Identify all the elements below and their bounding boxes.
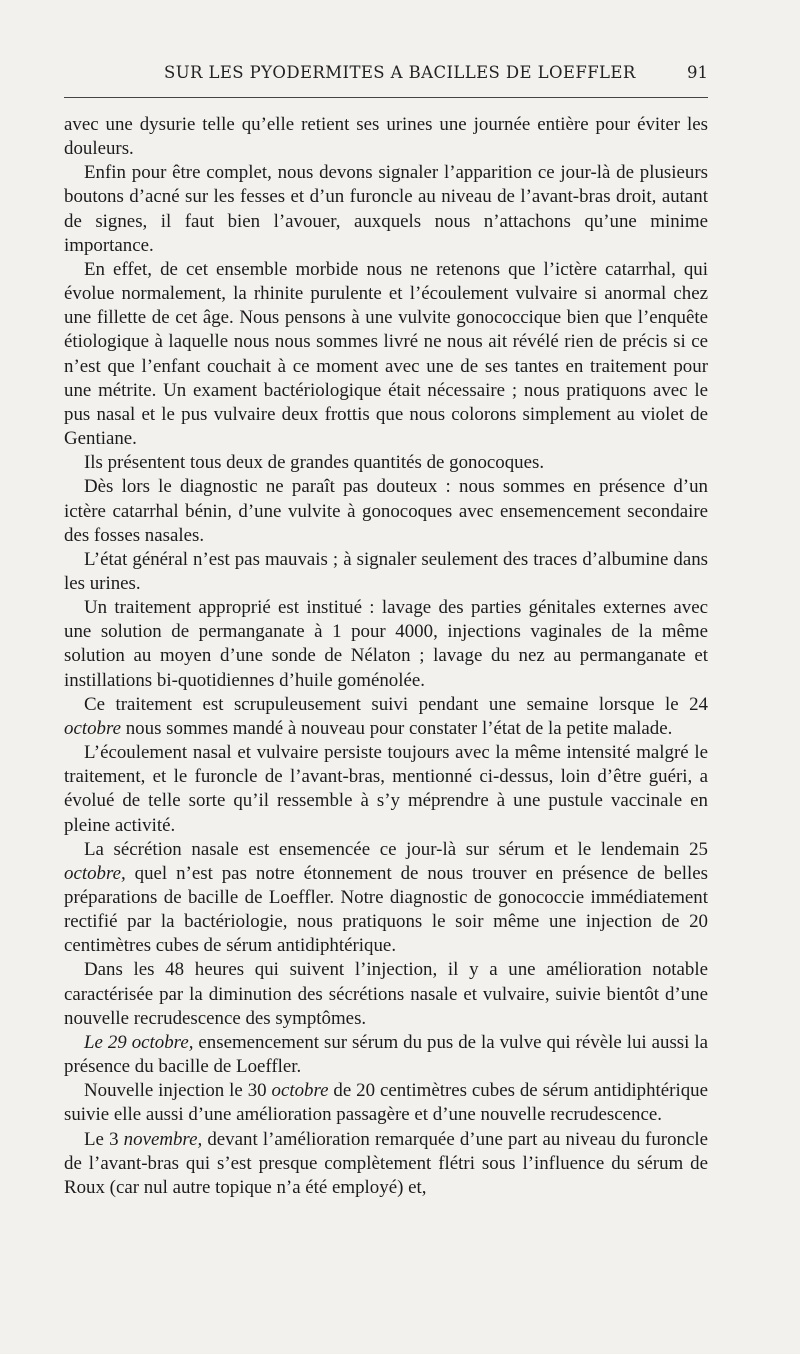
paragraph-text: avec une dysurie telle qu’elle retient ses urines une journée entière pour éviter les douleurs. — [64, 114, 708, 160]
italic-text: novembre, — [123, 1128, 203, 1150]
paragraph — [64, 1128, 708, 1200]
paragraph — [64, 1031, 708, 1079]
paragraph — [64, 475, 708, 547]
paragraph-text: Un traitement approprié est institué : lavage des parties génitales externes avec une solution de permanganate à 1 pour 4000, injections vaginales de la même solution au moyen d’une sonde de Nélaton ; lavage du nez au permanganate et instillations bi-quotidiennes d’huile goménolée. — [64, 597, 708, 691]
paragraph-text: Le 3 — [84, 1128, 124, 1150]
paragraph-text: ensemencement sur sérum du pus de la vulve qui révèle lui aussi la présence du bacille de Loeffler. — [64, 1031, 709, 1078]
paragraph-text: devant l’amélioration remarquée d’une part au niveau du furoncle de l’avant-bras qui s’est presque complètement flétri sous l’influence du sérum de Roux (car nul autre topique n’a été employé) et, — [64, 1128, 708, 1198]
paragraph-text: quel n’est pas notre étonnement de nous trouver en présence de belles préparations de bacille de Loeffler. Notre diagnostic de gonococcie immédiatement rectifié par la bactériologie, nous pratiquons le soir même une injection de 20 centimètres cubes de sérum antidiphtérique. — [64, 862, 708, 957]
paragraph-text: de 20 centimètres cubes de sérum antidiphtérique suivie elle aussi d’une amélioration passagère et d’une nouvelle recrudescence. — [64, 1080, 708, 1126]
paragraph — [64, 258, 708, 451]
paragraph — [64, 451, 708, 475]
paragraph — [64, 113, 708, 161]
paragraph-text: L’écoulement nasal et vulvaire persiste toujours avec la même intensité malgré le traitement, et le furoncle de l’avant-bras, mentionné ci-dessus, loin d’être guéri, a évolué de telle sorte qu’il ressemble à s’y méprendre à une pustule vaccinale en pleine activité. — [64, 742, 708, 836]
italic-text: octobre — [64, 717, 122, 739]
paragraph-text: L’état général n’est pas mauvais ; à signaler seulement des traces d’albumine dans les urines. — [64, 548, 708, 594]
paragraph-text: Dès lors le diagnostic ne paraît pas douteux : nous sommes en présence d’un ictère catarrhal bénin, d’une vulvite à gonocoques avec ensemencement secondaire des fosses nasales. — [64, 476, 708, 546]
paragraph-text: Ils présentent tous deux de grandes quantités de gonocoques. — [84, 452, 545, 474]
page-number: 91 — [687, 63, 708, 82]
paragraph-text: Nouvelle injection le 30 — [84, 1080, 272, 1102]
paragraph — [64, 741, 708, 838]
paragraph — [64, 161, 708, 258]
running-title: SUR LES PYODERMITES A BACILLES DE LOEFFLER — [164, 63, 636, 82]
italic-text: Le 29 octobre, — [84, 1031, 194, 1053]
paragraph — [64, 958, 708, 1030]
paragraph — [64, 1079, 708, 1127]
paragraph-text: En effet, de cet ensemble morbide nous ne retenons que l’ictère catarrhal, qui évolue normalement, la rhinite purulente et l’écoulement vulvaire si anormal chez une fillette de cet âge. Nous pensons à une vulvite gonococcique bien que l’enquête étiologique à laquelle nous nous sommes livré ne nous ait révélé rien de précis si ce n’est que l’enfant couchait à ce moment avec une de ses tantes en traitement pour une métrite. Un exament bactériologique était nécessaire ; nous pratiquons avec le pus nasal et le pus vulvaire deux frottis que nous colorons simplement au violet de Gentiane. — [64, 258, 708, 450]
running-header — [64, 59, 708, 89]
paragraph-text: Enfin pour être complet, nous devons signaler l’apparition ce jour-là de plusieurs boutons d’acné sur les fesses et d’un furoncle au niveau de l’avant-bras droit, autant de signes, il faut bien l’avouer, auxquels nous n’attachons qu’une minime importance. — [64, 162, 708, 256]
body-text — [64, 113, 708, 1200]
italic-text: octobre — [271, 1080, 329, 1102]
paragraph — [64, 838, 708, 959]
paragraph — [64, 596, 708, 693]
paragraph-text: Dans les 48 heures qui suivent l’injection, il y a une amélioration notable caractérisée par la diminution des sécrétions nasale et vulvaire, suivie bientôt d’une nouvelle recrudescence des symptômes. — [64, 959, 708, 1029]
header-rule — [64, 97, 708, 98]
italic-text: octobre, — [64, 862, 126, 884]
paragraph — [64, 693, 708, 741]
paragraph-text: La sécrétion nasale est ensemencée ce jour-là sur sérum et le lendemain 25 — [84, 838, 708, 860]
paragraph-text: nous sommes mandé à nouveau pour constater l’état de la petite malade. — [121, 717, 673, 739]
paragraph — [64, 548, 708, 596]
paragraph-text: Ce traitement est scrupuleusement suivi pendant une semaine lorsque le 24 — [84, 693, 708, 715]
